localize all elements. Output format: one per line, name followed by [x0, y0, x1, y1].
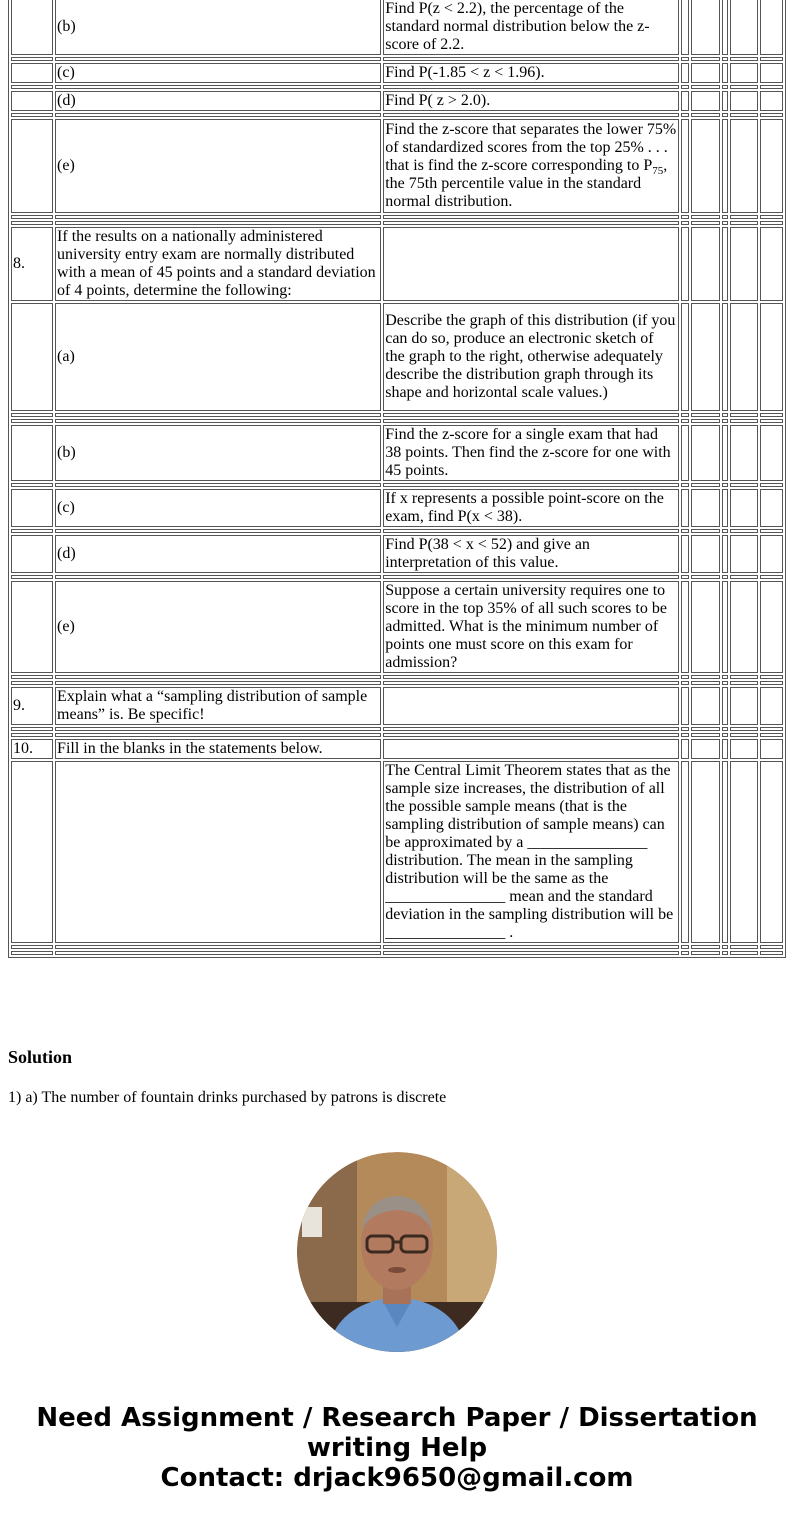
question-text-part: , the 75th percentile value in the standard normal distribution. [385, 157, 668, 210]
question-number: 10. [11, 739, 53, 759]
table-row [11, 425, 783, 481]
promo-contact: Contact: drjack9650@gmail.com [160, 1463, 634, 1493]
question-label: (d) [55, 535, 381, 573]
question-text: Find P(-1.85 < z < 1.96). [383, 63, 678, 83]
question-text: If x represents a possible point-score on the exam, find P(x < 38). [383, 489, 678, 527]
table-row [11, 761, 783, 943]
table-row [11, 303, 783, 411]
table-row [11, 91, 783, 111]
question-text: The Central Limit Theorem states that as the sample size increases, the distribution of all the possible sample means (that is the sampling distribution of sample means) can be approximated by a _______________ distribution. The mean in the sampling distribution will be the same as the _______________ mean and the standard deviation in the sampling distribution will be _______________ . [383, 761, 678, 943]
question-label: (b) [55, 0, 381, 55]
question-text: Explain what a “sampling distribution of sample means” is. Be specific! [55, 687, 381, 725]
question-number: 8. [11, 227, 53, 301]
question-number: 9. [11, 687, 53, 725]
question-text-part: Find the z-score that separates the lower 75% of standardized scores from the top 25% . . . that is find the z-score corresponding to P [385, 121, 677, 174]
table-row [11, 739, 783, 759]
question-label: (c) [55, 489, 381, 527]
question-text: Find P( z > 2.0). [383, 91, 678, 111]
table-row [11, 0, 783, 55]
question-label: (e) [55, 119, 381, 213]
question-label: (b) [55, 425, 381, 481]
solution-heading: Solution [8, 1047, 73, 1067]
promo-banner [0, 1403, 794, 1493]
solution-text: 1) a) The number of fountain drinks purchased by patrons is discrete [8, 1089, 447, 1106]
table-row [11, 63, 783, 83]
question-text: Find the z-score for a single exam that had 38 points. Then find the z-score for one with 45 points. [383, 425, 678, 481]
table-row [11, 119, 783, 213]
question-text: Suppose a certain university requires one to score in the top 35% of all such scores to be admitted. What is the minimum number of points one must score on this exam for admission? [383, 581, 678, 673]
question-label: (a) [55, 303, 381, 411]
table-row [11, 227, 783, 301]
promo-line: Need Assignment / Research Paper / Dissertation writing Help [36, 1403, 758, 1463]
table-row [11, 489, 783, 527]
question-label: (e) [55, 581, 381, 673]
author-avatar [297, 1152, 497, 1352]
worksheet-table [8, 0, 786, 958]
question-text: If the results on a nationally administered university entry exam are normally distributed with a mean of 45 points and a standard deviation of 4 points, determine the following: [55, 227, 381, 301]
question-text: Fill in the blanks in the statements below. [55, 739, 381, 759]
question-text: Find P(z < 2.2), the percentage of the standard normal distribution below the z-score of 2.2. [383, 0, 678, 55]
percentile-subscript: 75 [652, 165, 664, 178]
table-row [11, 535, 783, 573]
question-label: (c) [55, 63, 381, 83]
table-row [11, 581, 783, 673]
question-text: Find P(38 < x < 52) and give an interpretation of this value. [383, 535, 678, 573]
question-label: (d) [55, 91, 381, 111]
table-row [11, 687, 783, 725]
question-text: Describe the graph of this distribution (if you can do so, produce an electronic sketch of the graph to the right, otherwise adequately describe the distribution graph through its shape and horizontal scale values.) [383, 303, 678, 411]
question-text [383, 119, 678, 213]
